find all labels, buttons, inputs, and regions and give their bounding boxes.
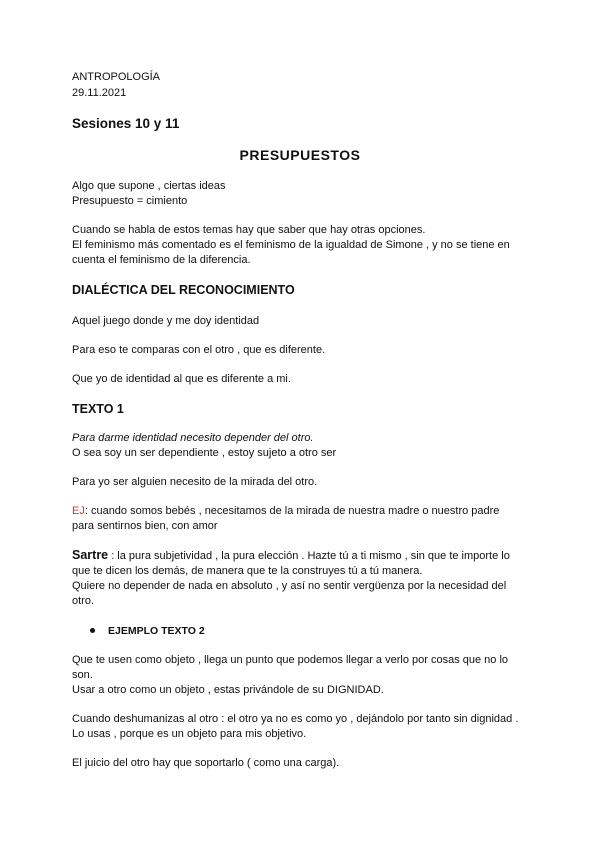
sartre-line-1 xyxy=(72,548,510,564)
sartre-line-3: Quiere no depender de nada en absoluto , y así no sentir vergüenza por la necesidad del xyxy=(72,580,507,592)
texto1-quote: Para darme identidad necesito depender del otro. xyxy=(72,432,314,444)
example-line-2: para sentirnos bien, con amor xyxy=(72,520,218,532)
texto1-heading: TEXTO 1 xyxy=(72,402,124,416)
sartre-name: Sartre xyxy=(72,548,109,562)
sartre-line-2: que te dicen los demás, de manera que te la construyes tú a tú manera. xyxy=(72,565,423,577)
bullet-dot-icon xyxy=(90,628,95,633)
ejemplo2-line-4: Cuando deshumanizas al otro : el otro ya no es como yo , dejándolo por tanto sin dignidad . xyxy=(72,713,519,725)
ejemplo2-line-3: Usar a otro como un objeto , estas privándole de su DIGNIDAD. xyxy=(72,684,384,696)
intro-line-2: Presupuesto = cimiento xyxy=(72,195,188,207)
example-line-1 xyxy=(72,504,499,519)
ejemplo2-line-1: Que te usen como objeto , llega un punto que podemos llegar a verlo por cosas que no lo xyxy=(72,654,509,666)
dialectica-paragraph-1: Aquel juego donde y me doy identidad xyxy=(72,315,260,327)
feminism-line-2: El feminismo más comentado es el feminismo de la igualdad de Simone , y no se tiene en xyxy=(72,239,510,251)
feminism-line-1: Cuando se habla de estos temas hay que saber que hay otras opciones. xyxy=(72,224,426,236)
ejemplo2-line-2: son. xyxy=(72,669,93,681)
dialectica-paragraph-3: Que yo de identidad al que es diferente a mi. xyxy=(72,373,291,385)
subject-heading: ANTROPOLOGÍA xyxy=(72,71,161,83)
bullet-item xyxy=(72,624,205,639)
dialectica-heading: DIALÉCTICA DEL RECONOCIMIENTO xyxy=(72,283,295,297)
dialectica-paragraph-2: Para eso te comparas con el otro , que es diferente. xyxy=(72,344,326,356)
bullet-label: EJEMPLO TEXTO 2 xyxy=(108,625,205,637)
sartre-text: : la pura subjetividad , la pura elección . Hazte tú a ti mismo , sin que te importe lo xyxy=(108,550,510,562)
texto1-line-2: O sea soy un ser dependiente , estoy sujeto a otro ser xyxy=(72,447,337,459)
main-title: PRESUPUESTOS xyxy=(239,147,361,163)
ejemplo2-line-5: Lo usas , porque es un objeto para mis objetivo. xyxy=(72,728,307,740)
texto1-paragraph-2: Para yo ser alguien necesito de la mirada del otro. xyxy=(72,476,318,488)
feminism-line-3: cuenta el feminismo de la diferencia. xyxy=(72,254,251,266)
ejemplo2-line-6: El juicio del otro hay que soportarlo ( como una carga). xyxy=(72,757,340,769)
sessions-heading: Sesiones 10 y 11 xyxy=(72,116,180,131)
sartre-line-4: otro. xyxy=(72,595,95,607)
date-line: 29.11.2021 xyxy=(72,87,127,99)
example-text: : cuando somos bebés , necesitamos de la mirada de nuestra madre o nuestro padre xyxy=(84,505,500,517)
example-label: EJ xyxy=(72,505,85,517)
intro-line-1: Algo que supone , ciertas ideas xyxy=(72,180,226,192)
